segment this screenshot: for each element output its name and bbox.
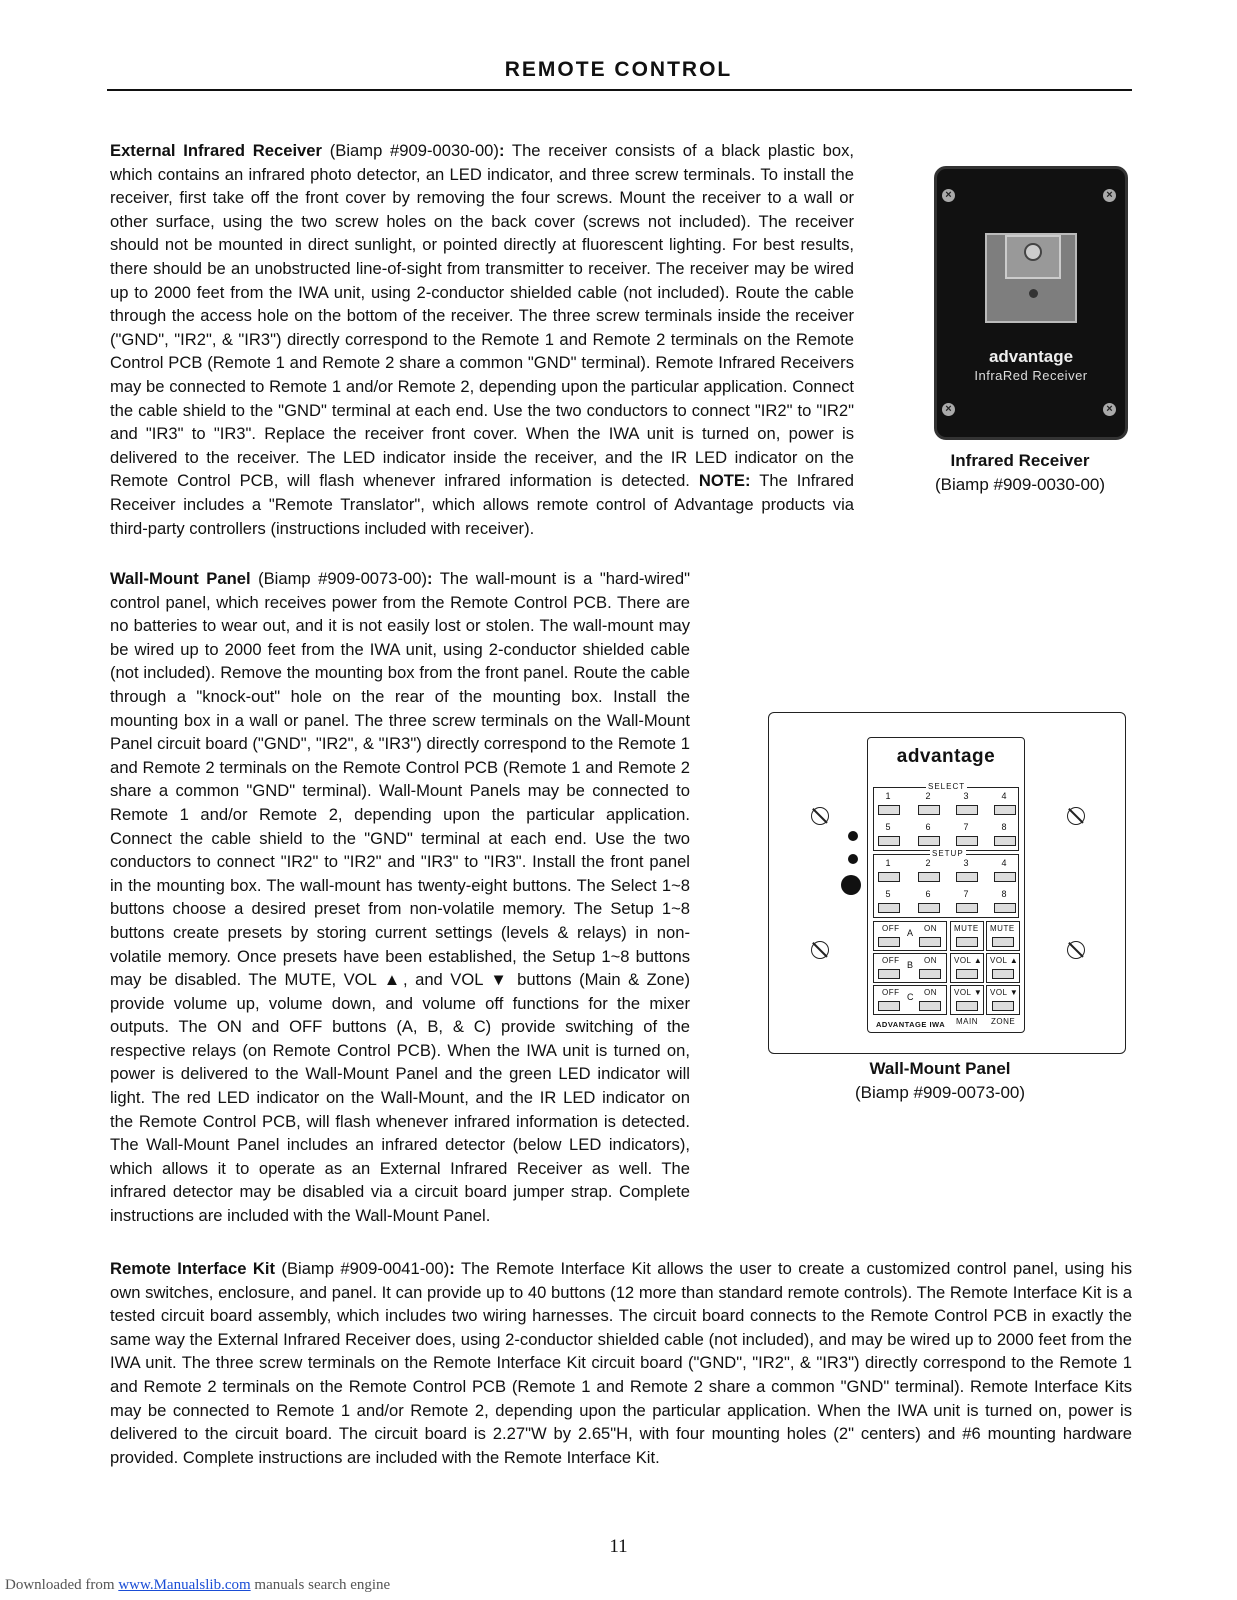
relay-a-off-button: [878, 937, 900, 947]
select-button-1: [878, 805, 900, 815]
select-button-8: [994, 836, 1016, 846]
relay-c-off-button: [878, 1001, 900, 1011]
relay-letter: A: [907, 928, 914, 938]
receiver-logo: advantage: [988, 347, 1074, 366]
screw-icon: ×: [1103, 189, 1116, 202]
setup-group: [873, 849, 1019, 918]
setup-number: 7: [963, 889, 969, 899]
setup-button-5: [878, 903, 900, 913]
relay-b-on-button: [919, 969, 941, 979]
setup-number: 6: [925, 889, 931, 899]
zone-vol-down-button: [992, 1001, 1014, 1011]
select-button-2: [918, 805, 940, 815]
relay-letter: B: [907, 960, 914, 970]
wallmount-body: The wall-mount is a "hard-wired" control panel, which receives power from the Remote Control PCB. There are no batteries to wear out, and it is not easily lost or stolen. The wall-mount may be wired up to 2000 feet from the IWA unit, using 2-conductor shielded cable (not included). Remove the mounting box from the front panel. Route the cable through a "knock-out" hole on the rear of the mounting box. Install the mounting box in a wall or panel. The three screw terminals on the Wall-Mount Panel circuit board ("GND", "IR2", & "IR3") directly correspond to the Remote 1 and Remote 2 terminals on the Remote Control PCB (Remote 1 and Remote 2 share a common "GND" terminal). Wall-Mount Panels may be connected to Remote 1 and/or Remote 2, depending upon the particular application. Connect the cable shield to the "GND" terminal at each end. Use the two conductors to connect "IR2" to "IR2" and "IR3" to "IR3". Install the front panel in the mounting box. The wall-mount has twenty-eight buttons. The Select 1~8 buttons choose a desired preset from non-volatile memory. The Setup 1~8 buttons create presets by storing current settings (levels & relays) in non-volatile memory. Once presets have been established, the Setup 1~8 buttons may be disabled. The MUTE, VOL ▲, and VOL ▼ buttons (Main & Zone) provide volume up, volume down, and volume off functions for the mixer outputs. The ON and OFF buttons (A, B, & C) provide switching of the respective relays (on Remote Control PCB). When the IWA unit is turned on, power is delivered to the Wall-Mount Panel and the green LED indicator will light. The red LED indicator on the Wall-Mount, and the IR LED indicator on the Remote Control PCB, will flash whenever infrared information is detected. The Wall-Mount Panel includes an infrared detector (below LED indicators), which allows it to operate as an External Infrared Receiver as well. The infrared detector may be disabled via a circuit board jumper strap. Complete instructions are included with the Wall-Mount Panel.: [110, 569, 690, 1226]
red-led-icon: [848, 854, 858, 864]
interface-part: (Biamp #909-0041-00): [275, 1259, 450, 1278]
receiver-caption-title: Infrared Receiver: [950, 451, 1090, 470]
panel-brand-label: ADVANTAGE IWA: [876, 1020, 946, 1029]
screw-icon: [1067, 807, 1085, 825]
zone-vol-up-button: [992, 969, 1014, 979]
screw-icon: [811, 941, 829, 959]
relay-b-off-button: [878, 969, 900, 979]
main-vol-up-cell: [950, 953, 984, 983]
zone-mute-cell: [986, 921, 1020, 951]
relay-c-cell: [873, 985, 947, 1015]
relay-on-label: ON: [924, 924, 937, 933]
receiver-part: (Biamp #909-0030-00): [321, 141, 499, 160]
relay-off-label: OFF: [882, 956, 900, 965]
zone-mute-label: MUTE: [990, 924, 1015, 933]
screw-icon: [1067, 941, 1085, 959]
setup-button-6: [918, 903, 940, 913]
led-indicator-icon: [1029, 289, 1038, 298]
relay-c-on-button: [919, 1001, 941, 1011]
ir-detector-icon: [841, 875, 861, 895]
receiver-caption: [920, 449, 1120, 497]
setup-number: 1: [885, 858, 891, 868]
wallmount-colon: :: [427, 569, 433, 588]
select-number: 2: [925, 791, 931, 801]
receiver-note: The Infrared Receiver includes a "Remote Translator", which allows remote control of Advantage products via third-party controllers (instructions included with receiver).: [110, 471, 854, 538]
wallmount-heading: Wall-Mount Panel: [110, 569, 251, 588]
setup-button-1: [878, 872, 900, 882]
screw-icon: [811, 807, 829, 825]
receiver-label: InfraRed Receiver: [974, 368, 1088, 383]
main-mute-button: [956, 937, 978, 947]
ir-sensor-housing: [1005, 235, 1061, 279]
setup-number: 5: [885, 889, 891, 899]
setup-button-8: [994, 903, 1016, 913]
receiver-heading: External Infrared Receiver: [110, 141, 322, 160]
select-label: SELECT: [928, 782, 966, 791]
main-mute-cell: [950, 921, 984, 951]
select-button-3: [956, 805, 978, 815]
select-number: 8: [1001, 822, 1007, 832]
main-mute-label: MUTE: [954, 924, 979, 933]
zone-vol-down-cell: [986, 985, 1020, 1015]
setup-label: SETUP: [932, 849, 964, 858]
select-button-4: [994, 805, 1016, 815]
zone-vol-up-cell: [986, 953, 1020, 983]
select-number: 6: [925, 822, 931, 832]
relay-letter: C: [907, 992, 914, 1002]
receiver-note-label: NOTE:: [698, 471, 751, 491]
interface-paragraph: [110, 1257, 1132, 1469]
select-number: 1: [885, 791, 891, 801]
select-button-5: [878, 836, 900, 846]
zone-vol-up-label: VOL ▲: [990, 956, 1019, 965]
screw-icon: ×: [942, 189, 955, 202]
interface-colon: :: [449, 1259, 455, 1278]
receiver-caption-part: (Biamp #909-0030-00): [934, 475, 1106, 494]
receiver-paragraph: [110, 139, 854, 540]
setup-number: 4: [1001, 858, 1007, 868]
wall-mount-panel: [867, 737, 1025, 1033]
select-group: [873, 782, 1019, 851]
lens-icon: [1024, 243, 1042, 261]
interface-body: The Remote Interface Kit allows the user to create a customized control panel, using his own switches, enclosure, and panel. It can provide up to 40 buttons (12 more than standard remote controls). The Remote Interface Kit is a tested circuit board assembly, which includes two wiring harnesses. The circuit board connects to the Remote Control PCB in exactly the same way the External Infrared Receiver does, using 2-conductor shielded cable (not included), and may be wired up to 2000 feet from the IWA unit. The three screw terminals on the Remote Interface Kit circuit board ("GND", "IR2", & "IR3") directly correspond to the Remote 1 and Remote 2 terminals on the Remote Control PCB (Remote 1 and Remote 2 share a common "GND" terminal). Remote Interface Kits may be connected to Remote 1 and/or Remote 2, depending upon the particular application. When the IWA unit is turned on, power is delivered to the circuit board. The circuit board is 2.27"W by 2.65"H, with four mounting holes (2" centers) and #6 mounting hardware provided. Complete instructions are included with the Remote Interface Kit.: [110, 1259, 1132, 1467]
relay-on-label: ON: [924, 956, 937, 965]
interface-heading: Remote Interface Kit: [110, 1259, 275, 1278]
main-vol-down-cell: [950, 985, 984, 1015]
setup-button-3: [956, 872, 978, 882]
wallmount-caption-title: Wall-Mount Panel: [869, 1059, 1011, 1078]
setup-button-7: [956, 903, 978, 913]
setup-number: 8: [1001, 889, 1007, 899]
header-rule: [107, 89, 1132, 91]
select-number: 4: [1001, 791, 1007, 801]
screw-icon: ×: [942, 403, 955, 416]
wallmount-logo: advantage: [896, 746, 996, 767]
wall-mount-figure: [768, 712, 1126, 1054]
main-label: MAIN: [956, 1017, 978, 1026]
wallmount-paragraph: [110, 567, 690, 1228]
receiver-colon: :: [498, 141, 505, 160]
footer-prefix: Downloaded from: [5, 1577, 119, 1593]
wallmount-caption-part: (Biamp #909-0073-00): [854, 1083, 1026, 1102]
setup-number: 3: [963, 858, 969, 868]
relay-b-cell: [873, 953, 947, 983]
ir-detector-window: [985, 233, 1077, 323]
setup-button-4: [994, 872, 1016, 882]
wallmount-part: (Biamp #909-0073-00): [250, 569, 428, 588]
page-number: 11: [609, 1536, 628, 1557]
relay-a-on-button: [919, 937, 941, 947]
main-vol-up-label: VOL ▲: [954, 956, 983, 965]
wallmount-caption: [820, 1057, 1060, 1105]
screw-icon: ×: [1103, 403, 1116, 416]
relay-on-label: ON: [924, 988, 937, 997]
footer-suffix: manuals search engine: [250, 1577, 391, 1593]
green-led-icon: [848, 831, 858, 841]
select-number: 5: [885, 822, 891, 832]
zone-mute-button: [992, 937, 1014, 947]
main-vol-down-button: [956, 1001, 978, 1011]
setup-number: 2: [925, 858, 931, 868]
relay-off-label: OFF: [882, 988, 900, 997]
receiver-body: The receiver consists of a black plastic box, which contains an infrared photo detector, an LED indicator, and three screw terminals. To install the receiver, first take off the front cover by removing the four screws. Mount the receiver to a wall or other surface, using the two screw holes on the back cover (screws not included). The receiver should not be mounted in direct sunlight, or pointed directly at fluorescent lighting. For best results, there should be an unobstructed line-of-sight from transmitter to receiver. The receiver may be wired up to 2000 feet from the IWA unit, using 2-conductor shielded cable (not included). Route the cable through the access hole on the bottom of the receiver. The three screw terminals inside the receiver ("GND", "IR2", & "IR3") directly correspond to the Remote 1 and Remote 2 terminals on the Remote Control PCB (Remote 1 and Remote 2 share a common "GND" terminal). Remote Infrared Receivers may be connected to Remote 1 and/or Remote 2, depending upon the particular application. Connect the cable shield to the "GND" terminal at each end. Use the two conductors to connect "IR2" to "IR2" and "IR3" to "IR3". Replace the receiver front cover. When the IWA unit is turned on, power is delivered to the receiver. The LED indicator inside the receiver, and the IR LED indicator on the Remote Control PCB, will flash whenever infrared information is detected.: [110, 141, 854, 491]
page-title: REMOTE CONTROL: [504, 58, 733, 81]
select-number: 7: [963, 822, 969, 832]
select-button-7: [956, 836, 978, 846]
zone-vol-down-label: VOL ▼: [990, 988, 1019, 997]
relay-off-label: OFF: [882, 924, 900, 933]
setup-button-2: [918, 872, 940, 882]
relay-a-cell: [873, 921, 947, 951]
infrared-receiver-figure: [934, 166, 1128, 440]
manualslib-link[interactable]: www.Manualslib.com: [118, 1577, 251, 1593]
main-vol-up-button: [956, 969, 978, 979]
select-button-6: [918, 836, 940, 846]
zone-label: ZONE: [991, 1017, 1016, 1026]
download-footer: [5, 1577, 390, 1594]
main-vol-down-label: VOL ▼: [954, 988, 983, 997]
select-number: 3: [963, 791, 969, 801]
